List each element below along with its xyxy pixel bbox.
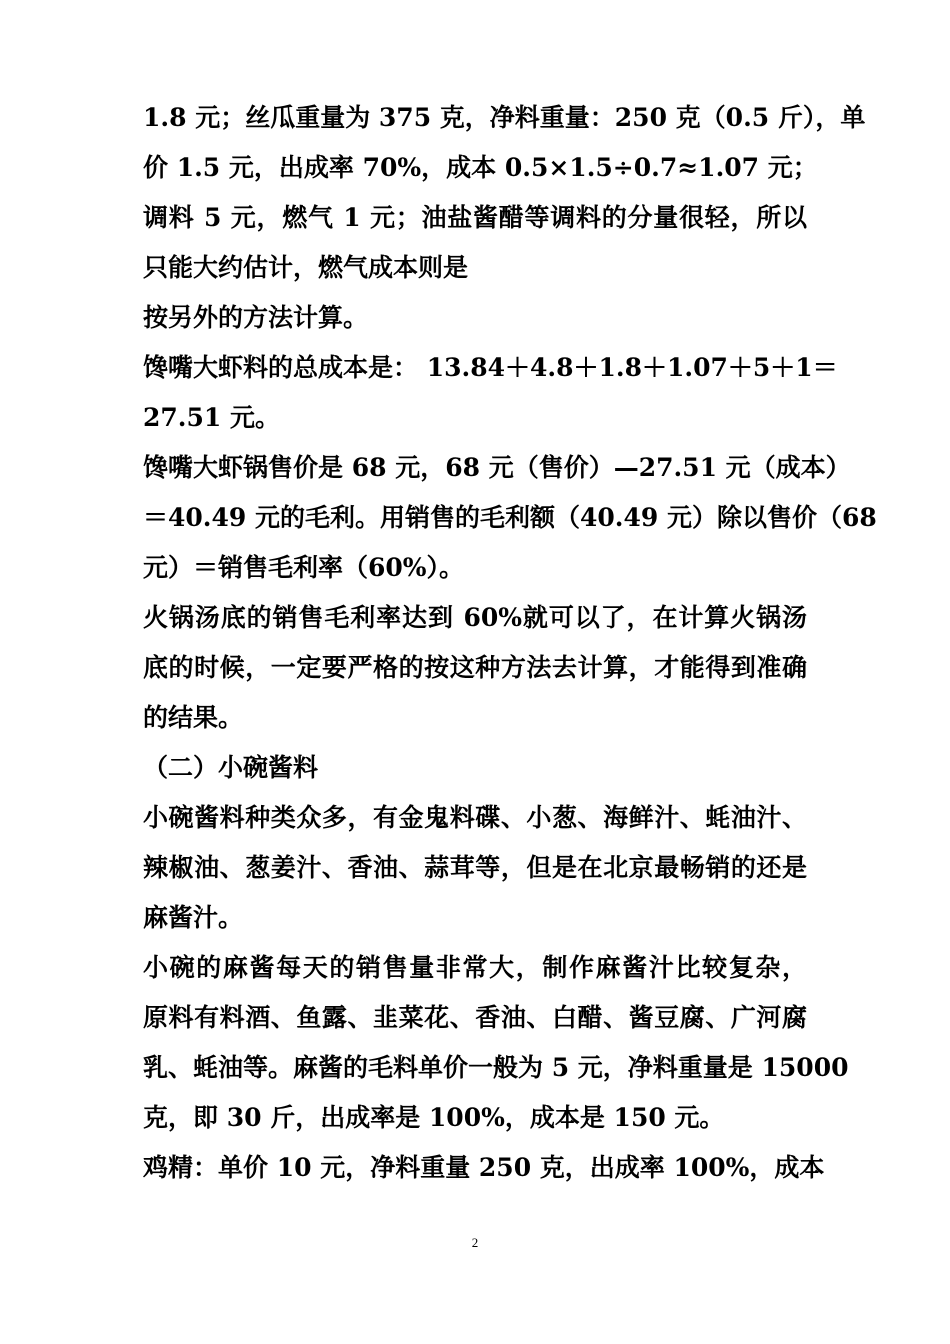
text-line: 调料 5 元，燃气 1 元；油盐酱醋等调料的分量很轻，所以 xyxy=(143,203,807,232)
text-line: 麻酱汁。 xyxy=(143,903,244,932)
text-line: 的结果。 xyxy=(143,703,244,732)
page-number: 2 xyxy=(471,1235,479,1250)
text-line: 克，即 30 斤，出成率是 100%，成本是 150 元。 xyxy=(143,1103,725,1132)
text-line: 辣椒油、葱姜汁、香油、蒜茸等，但是在北京最畅销的还是 xyxy=(143,853,807,882)
text-line: 27.51 元。 xyxy=(143,403,280,432)
text-line: 只能大约估计，燃气成本则是 xyxy=(143,253,469,282)
text-line: 1.8 元；丝瓜重量为 375 克，净料重量：250 克（0.5 斤），单 xyxy=(143,103,866,132)
text-line: 小碗酱料种类众多，有金鬼料碟、小葱、海鲜汁、蚝油汁、 xyxy=(143,803,807,832)
text-line: 馋嘴大虾料的总成本是： 13.84＋4.8＋1.8＋1.07＋5＋1＝ xyxy=(143,353,838,382)
text-line: 小碗的麻酱每天的销售量非常大，制作麻酱汁比较复杂， xyxy=(143,953,807,982)
text-line: 乳、蚝油等。麻酱的毛料单价一般为 5 元，净料重量是 15000 xyxy=(143,1053,849,1082)
text-line: ＝40.49 元的毛利。用销售的毛利额（40.49 元）除以售价（68 xyxy=(143,503,877,532)
section-heading: （二）小碗酱料 xyxy=(143,753,319,782)
text-line: 元）＝销售毛利率（60%）。 xyxy=(143,553,465,582)
text-line: 按另外的方法计算。 xyxy=(143,303,369,332)
text-line: 馋嘴大虾锅售价是 68 元，68 元（售价）—27.51 元（成本） xyxy=(143,453,851,482)
text-line: 价 1.5 元，出成率 70%，成本 0.5×1.5÷0.7≈1.07 元； xyxy=(143,153,818,182)
text-line: 底的时候，一定要严格的按这种方法去计算，才能得到准确 xyxy=(143,653,807,682)
text-line: 鸡精：单价 10 元，净料重量 250 克，出成率 100%，成本 xyxy=(143,1153,825,1182)
text-line: 原料有料酒、鱼露、韭菜花、香油、白醋、酱豆腐、广河腐 xyxy=(143,1003,807,1032)
text-line: 火锅汤底的销售毛利率达到 60%就可以了，在计算火锅汤 xyxy=(143,603,807,632)
